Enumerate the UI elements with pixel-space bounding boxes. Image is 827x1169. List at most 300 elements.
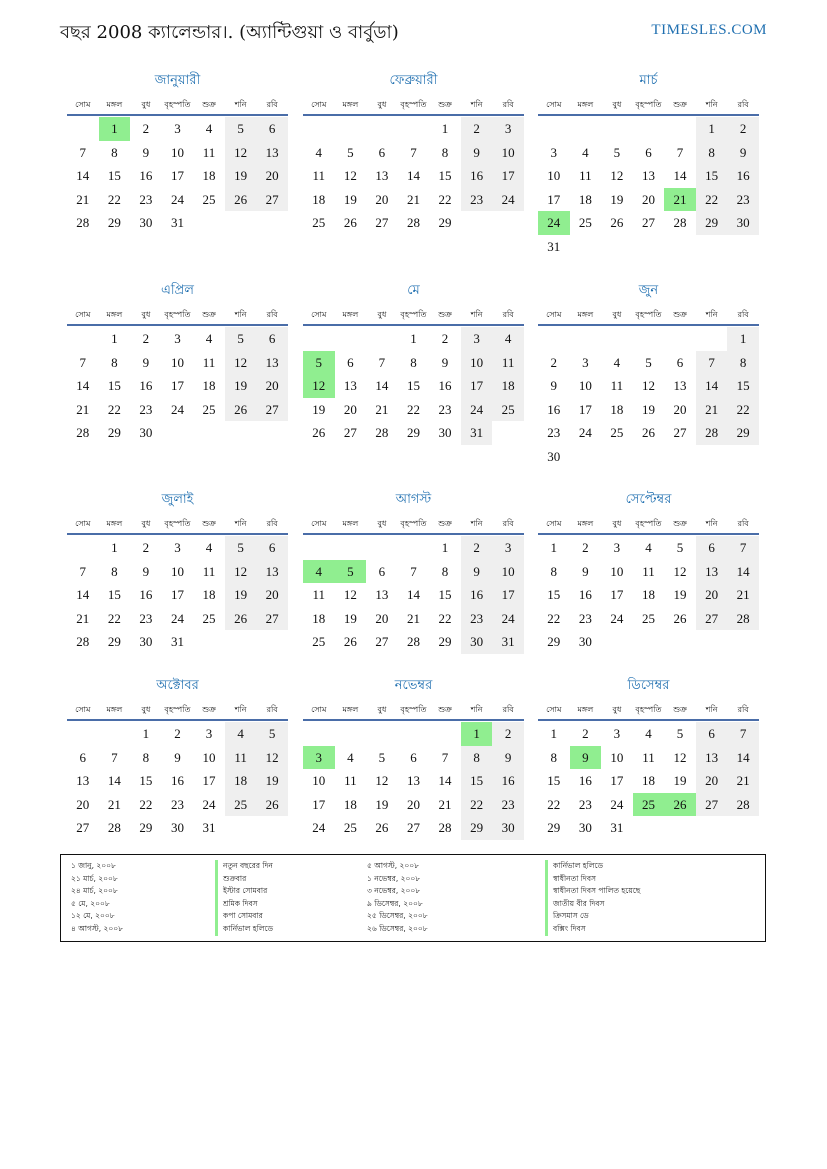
day-cell[interactable]: 13 [696, 560, 728, 584]
day-cell[interactable]: 15 [139, 773, 153, 788]
day-cell[interactable]: 6 [645, 144, 652, 160]
day-cell[interactable]: 13 [673, 378, 687, 393]
day-cell[interactable]: 25 [610, 425, 624, 440]
day-cell[interactable]: 22 [547, 610, 561, 626]
day-cell[interactable]: 11 [202, 144, 216, 160]
day-cell[interactable]: 14 [76, 378, 90, 393]
day-cell[interactable]: 24 [610, 610, 624, 626]
day-cell[interactable]: 25 [202, 191, 216, 207]
day-cell[interactable]: 28 [727, 793, 759, 817]
day-cell[interactable]: 7 [410, 563, 417, 579]
day-cell[interactable]: 9 [461, 141, 493, 165]
day-cell[interactable]: 10 [202, 749, 216, 765]
day-cell[interactable]: 27 [673, 425, 687, 440]
day-cell[interactable]: 2 [582, 726, 589, 741]
day-cell[interactable]: 4 [347, 749, 354, 765]
day-cell[interactable]: 6 [696, 722, 728, 746]
day-cell[interactable]: 6 [378, 563, 386, 579]
day-cell[interactable]: 12 [375, 773, 389, 788]
day-cell[interactable]: 12 [225, 351, 257, 375]
day-cell[interactable]: 23 [461, 188, 493, 212]
day-cell[interactable]: 20 [256, 164, 288, 188]
day-cell[interactable]: 19 [312, 401, 326, 417]
day-cell[interactable]: 2 [492, 722, 524, 746]
day-cell[interactable]: 19 [225, 583, 257, 607]
day-cell[interactable]: 22 [461, 793, 493, 817]
day-cell[interactable]: 6 [676, 354, 684, 370]
day-cell[interactable]: 27 [256, 398, 288, 422]
day-cell[interactable]: 23 [578, 796, 592, 812]
day-cell[interactable]: 19 [673, 773, 687, 788]
day-cell[interactable]: 16 [727, 164, 759, 188]
day-cell[interactable]: 15 [107, 378, 121, 393]
day-cell[interactable]: 20 [343, 401, 357, 417]
day-cell[interactable]: 30 [438, 425, 452, 440]
day-cell[interactable]: 31 [202, 820, 216, 835]
day-cell[interactable]: 18 [202, 378, 216, 393]
day-cell[interactable]: 29 [107, 425, 121, 440]
day-cell[interactable]: 29 [107, 634, 121, 649]
day-cell[interactable]: 17 [492, 583, 524, 607]
day-cell[interactable]: 20 [375, 191, 389, 207]
day-cell[interactable]: 29 [139, 820, 153, 835]
day-cell[interactable]: 24 [492, 188, 524, 212]
day-cell[interactable]: 5 [676, 540, 684, 555]
day-cell[interactable]: 18 [225, 769, 257, 793]
day-cell[interactable]: 5 [378, 749, 386, 765]
day-cell[interactable]: 23 [547, 425, 561, 440]
day-cell[interactable]: 8 [727, 351, 759, 375]
holiday-day-cell[interactable]: 12 [303, 374, 335, 398]
day-cell[interactable]: 8 [410, 354, 417, 370]
day-cell[interactable]: 10 [170, 354, 184, 370]
day-cell[interactable]: 7 [696, 351, 728, 375]
day-cell[interactable]: 28 [375, 425, 389, 440]
day-cell[interactable]: 11 [202, 354, 216, 370]
day-cell[interactable]: 21 [727, 583, 759, 607]
day-cell[interactable]: 30 [170, 820, 184, 835]
day-cell[interactable]: 30 [139, 215, 153, 230]
day-cell[interactable]: 18 [578, 191, 592, 207]
day-cell[interactable]: 29 [461, 816, 493, 840]
day-cell[interactable]: 27 [343, 425, 357, 440]
day-cell[interactable]: 14 [76, 587, 90, 602]
day-cell[interactable]: 17 [610, 773, 624, 788]
day-cell[interactable]: 19 [343, 610, 357, 626]
day-cell[interactable]: 26 [343, 215, 357, 230]
day-cell[interactable]: 4 [205, 121, 213, 136]
day-cell[interactable]: 8 [441, 563, 449, 579]
day-cell[interactable]: 7 [441, 749, 449, 765]
day-cell[interactable]: 27 [375, 634, 389, 649]
day-cell[interactable]: 11 [610, 378, 624, 393]
day-cell[interactable]: 3 [582, 354, 589, 370]
day-cell[interactable]: 18 [312, 610, 326, 626]
day-cell[interactable]: 9 [142, 144, 150, 160]
day-cell[interactable]: 22 [107, 610, 121, 626]
day-cell[interactable]: 24 [578, 425, 592, 440]
day-cell[interactable]: 9 [142, 563, 150, 579]
day-cell[interactable]: 26 [312, 425, 326, 440]
day-cell[interactable]: 11 [225, 746, 257, 770]
day-cell[interactable]: 20 [375, 610, 389, 626]
day-cell[interactable]: 24 [202, 796, 216, 812]
day-cell[interactable]: 15 [438, 587, 452, 602]
day-cell[interactable]: 3 [492, 117, 524, 141]
day-cell[interactable]: 15 [547, 587, 561, 602]
day-cell[interactable]: 1 [142, 726, 150, 741]
day-cell[interactable]: 7 [378, 354, 386, 370]
day-cell[interactable]: 20 [696, 769, 728, 793]
day-cell[interactable]: 4 [225, 722, 257, 746]
day-cell[interactable]: 17 [170, 378, 184, 393]
day-cell[interactable]: 21 [406, 610, 420, 626]
day-cell[interactable]: 18 [202, 168, 216, 183]
day-cell[interactable]: 16 [492, 769, 524, 793]
day-cell[interactable]: 19 [225, 164, 257, 188]
day-cell[interactable]: 22 [547, 796, 561, 812]
day-cell[interactable]: 15 [107, 168, 121, 183]
day-cell[interactable]: 14 [727, 746, 759, 770]
day-cell[interactable]: 4 [613, 354, 621, 370]
day-cell[interactable]: 16 [578, 773, 592, 788]
day-cell[interactable]: 26 [610, 215, 624, 230]
day-cell[interactable]: 16 [461, 583, 493, 607]
day-cell[interactable]: 24 [461, 398, 493, 422]
day-cell[interactable]: 21 [76, 401, 90, 417]
day-cell[interactable]: 20 [406, 796, 420, 812]
day-cell[interactable]: 14 [375, 378, 389, 393]
day-cell[interactable]: 5 [613, 144, 621, 160]
day-cell[interactable]: 11 [202, 563, 216, 579]
day-cell[interactable]: 19 [610, 191, 624, 207]
day-cell[interactable]: 4 [315, 144, 323, 160]
day-cell[interactable]: 24 [170, 401, 184, 417]
day-cell[interactable]: 23 [438, 401, 452, 417]
day-cell[interactable]: 4 [645, 540, 652, 555]
day-cell[interactable]: 11 [312, 587, 326, 602]
day-cell[interactable]: 28 [76, 215, 90, 230]
day-cell[interactable]: 19 [375, 796, 389, 812]
day-cell[interactable]: 2 [142, 540, 150, 555]
holiday-day-cell[interactable]: 5 [303, 351, 335, 375]
day-cell[interactable]: 2 [727, 117, 759, 141]
day-cell[interactable]: 9 [174, 749, 181, 765]
day-cell[interactable]: 11 [579, 168, 592, 183]
day-cell[interactable]: 3 [174, 331, 181, 346]
day-cell[interactable]: 13 [696, 746, 728, 770]
day-cell[interactable]: 7 [79, 354, 87, 370]
day-cell[interactable]: 5 [645, 354, 652, 370]
day-cell[interactable]: 12 [225, 560, 257, 584]
day-cell[interactable]: 11 [312, 168, 326, 183]
day-cell[interactable]: 3 [613, 540, 621, 555]
day-cell[interactable]: 1 [111, 331, 118, 346]
day-cell[interactable]: 21 [438, 796, 452, 812]
day-cell[interactable]: 8 [441, 144, 449, 160]
day-cell[interactable]: 25 [492, 398, 524, 422]
day-cell[interactable]: 2 [142, 331, 150, 346]
day-cell[interactable]: 7 [676, 144, 684, 160]
day-cell[interactable]: 28 [673, 215, 687, 230]
day-cell[interactable]: 9 [441, 354, 449, 370]
day-cell[interactable]: 2 [550, 354, 558, 370]
day-cell[interactable]: 6 [347, 354, 354, 370]
day-cell[interactable]: 15 [461, 769, 493, 793]
day-cell[interactable]: 10 [492, 560, 524, 584]
day-cell[interactable]: 20 [256, 374, 288, 398]
day-cell[interactable]: 1 [696, 117, 728, 141]
day-cell[interactable]: 16 [139, 378, 153, 393]
day-cell[interactable]: 28 [406, 634, 420, 649]
day-cell[interactable]: 22 [438, 191, 452, 207]
holiday-day-cell[interactable]: 4 [303, 560, 335, 584]
day-cell[interactable]: 12 [225, 141, 257, 165]
day-cell[interactable]: 1 [111, 540, 118, 555]
day-cell[interactable]: 30 [139, 634, 153, 649]
day-cell[interactable]: 3 [550, 144, 558, 160]
day-cell[interactable]: 15 [547, 773, 561, 788]
day-cell[interactable]: 6 [79, 749, 87, 765]
day-cell[interactable]: 22 [406, 401, 420, 417]
day-cell[interactable]: 14 [438, 773, 452, 788]
day-cell[interactable]: 28 [76, 425, 90, 440]
day-cell[interactable]: 27 [256, 607, 288, 631]
day-cell[interactable]: 1 [727, 327, 759, 351]
day-cell[interactable]: 12 [343, 168, 357, 183]
day-cell[interactable]: 7 [727, 536, 759, 560]
day-cell[interactable]: 30 [547, 448, 561, 464]
day-cell[interactable]: 28 [76, 634, 90, 649]
day-cell[interactable]: 25 [343, 820, 357, 835]
day-cell[interactable]: 23 [727, 188, 759, 212]
day-cell[interactable]: 9 [550, 378, 558, 393]
day-cell[interactable]: 6 [378, 144, 386, 160]
day-cell[interactable]: 29 [696, 211, 728, 235]
day-cell[interactable]: 6 [256, 117, 288, 141]
day-cell[interactable]: 16 [438, 378, 452, 393]
day-cell[interactable]: 10 [610, 749, 624, 765]
day-cell[interactable]: 5 [225, 536, 257, 560]
day-cell[interactable]: 6 [696, 536, 728, 560]
day-cell[interactable]: 21 [406, 191, 420, 207]
day-cell[interactable]: 17 [202, 773, 216, 788]
day-cell[interactable]: 22 [727, 398, 759, 422]
day-cell[interactable]: 1 [410, 331, 417, 346]
day-cell[interactable]: 16 [578, 587, 592, 602]
day-cell[interactable]: 25 [312, 634, 326, 649]
day-cell[interactable]: 21 [107, 796, 121, 812]
day-cell[interactable]: 18 [343, 796, 357, 812]
holiday-day-cell[interactable]: 9 [570, 746, 602, 770]
day-cell[interactable]: 10 [461, 351, 493, 375]
day-cell[interactable]: 10 [492, 141, 524, 165]
day-cell[interactable]: 20 [256, 583, 288, 607]
day-cell[interactable]: 30 [139, 425, 153, 440]
day-cell[interactable]: 23 [139, 610, 153, 626]
day-cell[interactable]: 8 [461, 746, 493, 770]
day-cell[interactable]: 4 [492, 327, 524, 351]
day-cell[interactable]: 13 [256, 351, 288, 375]
day-cell[interactable]: 17 [492, 164, 524, 188]
day-cell[interactable]: 13 [641, 168, 655, 183]
day-cell[interactable]: 9 [492, 746, 524, 770]
day-cell[interactable]: 21 [727, 769, 759, 793]
day-cell[interactable]: 31 [170, 634, 184, 649]
day-cell[interactable]: 4 [645, 726, 652, 741]
day-cell[interactable]: 7 [410, 144, 417, 160]
day-cell[interactable]: 22 [107, 401, 121, 417]
day-cell[interactable]: 10 [170, 144, 184, 160]
day-cell[interactable]: 3 [613, 726, 621, 741]
day-cell[interactable]: 20 [696, 583, 728, 607]
holiday-day-cell[interactable]: 25 [633, 793, 665, 817]
day-cell[interactable]: 18 [312, 191, 326, 207]
day-cell[interactable]: 20 [641, 191, 655, 207]
day-cell[interactable]: 8 [111, 354, 118, 370]
day-cell[interactable]: 17 [610, 587, 624, 602]
day-cell[interactable]: 9 [142, 354, 150, 370]
day-cell[interactable]: 30 [578, 820, 592, 835]
day-cell[interactable]: 11 [642, 749, 655, 765]
day-cell[interactable]: 2 [142, 121, 150, 136]
day-cell[interactable]: 18 [610, 401, 624, 417]
day-cell[interactable]: 10 [312, 773, 326, 788]
holiday-day-cell[interactable]: 3 [303, 746, 335, 770]
day-cell[interactable]: 17 [170, 168, 184, 183]
day-cell[interactable]: 16 [170, 773, 184, 788]
day-cell[interactable]: 26 [225, 188, 257, 212]
day-cell[interactable]: 27 [696, 607, 728, 631]
day-cell[interactable]: 15 [107, 587, 121, 602]
day-cell[interactable]: 18 [492, 374, 524, 398]
day-cell[interactable]: 12 [673, 563, 687, 579]
day-cell[interactable]: 31 [170, 215, 184, 230]
day-cell[interactable]: 14 [673, 168, 687, 183]
day-cell[interactable]: 28 [727, 607, 759, 631]
day-cell[interactable]: 24 [312, 820, 326, 835]
day-cell[interactable]: 18 [641, 587, 655, 602]
day-cell[interactable]: 8 [696, 141, 728, 165]
day-cell[interactable]: 3 [492, 536, 524, 560]
day-cell[interactable]: 11 [642, 563, 655, 579]
day-cell[interactable]: 3 [174, 540, 181, 555]
day-cell[interactable]: 6 [256, 327, 288, 351]
day-cell[interactable]: 19 [641, 401, 655, 417]
day-cell[interactable]: 4 [205, 540, 213, 555]
day-cell[interactable]: 15 [696, 164, 728, 188]
day-cell[interactable]: 17 [578, 401, 592, 417]
day-cell[interactable]: 8 [550, 563, 558, 579]
day-cell[interactable]: 7 [79, 563, 87, 579]
day-cell[interactable]: 26 [225, 398, 257, 422]
day-cell[interactable]: 7 [727, 722, 759, 746]
day-cell[interactable]: 27 [375, 215, 389, 230]
day-cell[interactable]: 18 [202, 587, 216, 602]
day-cell[interactable]: 23 [139, 401, 153, 417]
day-cell[interactable]: 22 [107, 191, 121, 207]
day-cell[interactable]: 12 [673, 749, 687, 765]
day-cell[interactable]: 6 [410, 749, 417, 765]
day-cell[interactable]: 19 [256, 769, 288, 793]
day-cell[interactable]: 29 [547, 820, 561, 835]
day-cell[interactable]: 10 [578, 378, 592, 393]
day-cell[interactable]: 28 [438, 820, 452, 835]
day-cell[interactable]: 14 [406, 168, 420, 183]
day-cell[interactable]: 21 [375, 401, 389, 417]
day-cell[interactable]: 13 [343, 378, 357, 393]
day-cell[interactable]: 28 [696, 421, 728, 445]
day-cell[interactable]: 31 [492, 630, 524, 654]
day-cell[interactable]: 2 [441, 331, 449, 346]
day-cell[interactable]: 5 [225, 117, 257, 141]
holiday-day-cell[interactable]: 1 [461, 722, 493, 746]
day-cell[interactable]: 11 [492, 351, 524, 375]
day-cell[interactable]: 31 [547, 238, 561, 254]
holiday-day-cell[interactable]: 24 [538, 211, 570, 235]
day-cell[interactable]: 23 [170, 796, 184, 812]
holiday-day-cell[interactable]: 26 [664, 793, 696, 817]
day-cell[interactable]: 4 [205, 331, 213, 346]
day-cell[interactable]: 26 [343, 634, 357, 649]
day-cell[interactable]: 29 [727, 421, 759, 445]
day-cell[interactable]: 21 [696, 398, 728, 422]
holiday-day-cell[interactable]: 5 [335, 560, 367, 584]
holiday-day-cell[interactable]: 1 [99, 117, 131, 141]
day-cell[interactable]: 12 [256, 746, 288, 770]
day-cell[interactable]: 1 [441, 121, 449, 136]
day-cell[interactable]: 27 [641, 215, 655, 230]
day-cell[interactable]: 5 [225, 327, 257, 351]
day-cell[interactable]: 15 [438, 168, 452, 183]
day-cell[interactable]: 3 [205, 726, 213, 741]
day-cell[interactable]: 19 [225, 374, 257, 398]
day-cell[interactable]: 15 [406, 378, 420, 393]
day-cell[interactable]: 25 [312, 215, 326, 230]
day-cell[interactable]: 27 [406, 820, 420, 835]
day-cell[interactable]: 26 [256, 793, 288, 817]
day-cell[interactable]: 8 [111, 144, 118, 160]
day-cell[interactable]: 8 [111, 563, 118, 579]
day-cell[interactable]: 30 [461, 630, 493, 654]
day-cell[interactable]: 12 [641, 378, 655, 393]
day-cell[interactable]: 17 [312, 796, 326, 812]
day-cell[interactable]: 24 [170, 191, 184, 207]
day-cell[interactable]: 17 [170, 587, 184, 602]
day-cell[interactable]: 13 [375, 168, 389, 183]
day-cell[interactable]: 23 [139, 191, 153, 207]
day-cell[interactable]: 9 [727, 141, 759, 165]
day-cell[interactable]: 25 [202, 401, 216, 417]
day-cell[interactable]: 23 [578, 610, 592, 626]
day-cell[interactable]: 29 [438, 634, 452, 649]
day-cell[interactable]: 25 [225, 793, 257, 817]
day-cell[interactable]: 25 [202, 610, 216, 626]
day-cell[interactable]: 19 [673, 587, 687, 602]
day-cell[interactable]: 1 [550, 540, 558, 555]
day-cell[interactable]: 21 [76, 191, 90, 207]
day-cell[interactable]: 25 [578, 215, 592, 230]
day-cell[interactable]: 18 [641, 773, 655, 788]
day-cell[interactable]: 26 [225, 607, 257, 631]
day-cell[interactable]: 16 [547, 401, 561, 417]
brand-link[interactable]: TIMESLES.COM [651, 22, 767, 38]
day-cell[interactable]: 26 [673, 610, 687, 626]
day-cell[interactable]: 14 [406, 587, 420, 602]
day-cell[interactable]: 27 [256, 188, 288, 212]
day-cell[interactable]: 5 [256, 722, 288, 746]
day-cell[interactable]: 16 [139, 168, 153, 183]
